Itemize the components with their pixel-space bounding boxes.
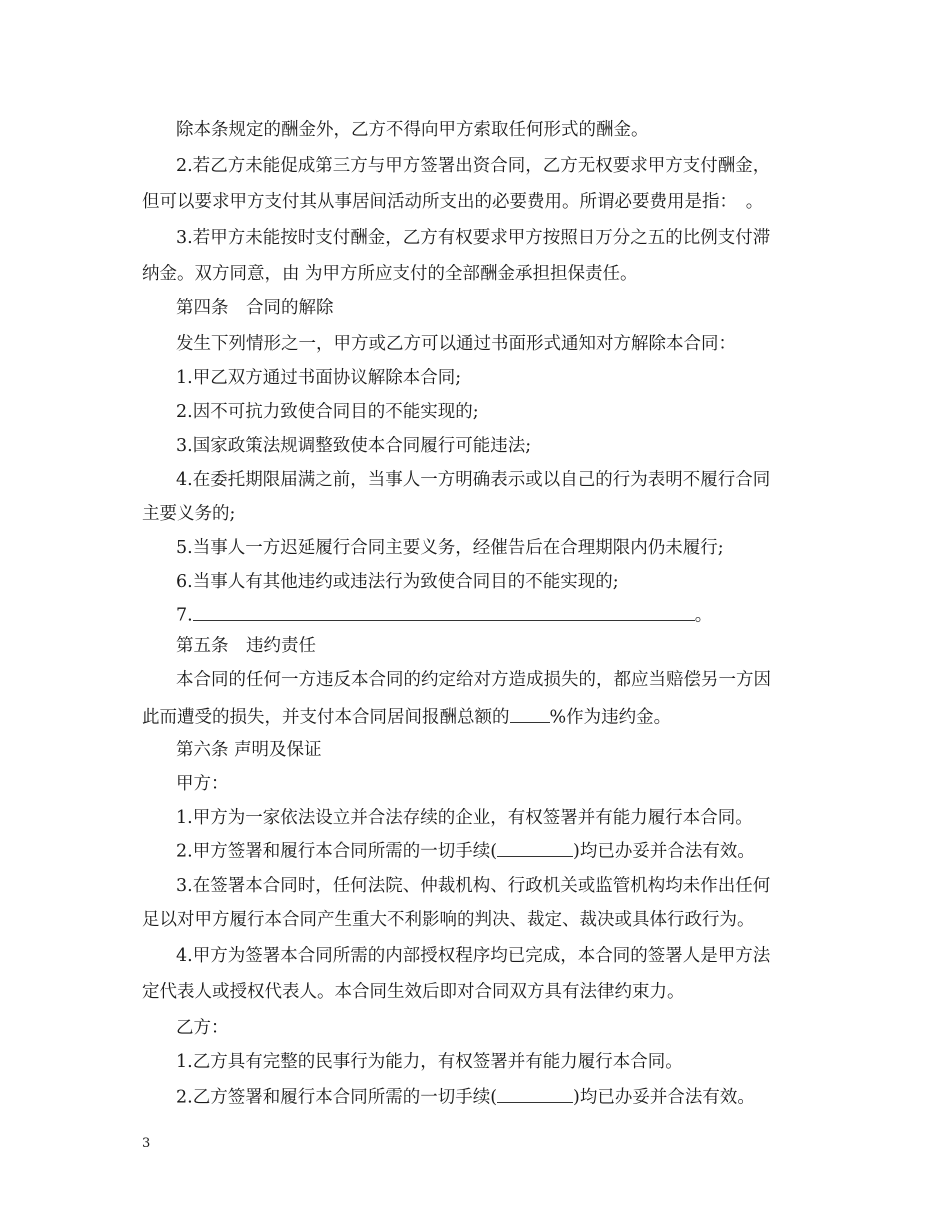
- section-heading-6: 第六条 声明及保证: [176, 740, 322, 760]
- item-number: 7.: [176, 605, 193, 626]
- text-segment: )均已办妥并合法有效。: [573, 841, 755, 862]
- paragraph-line: 但可以要求甲方支付其从事居间活动所支出的必要费用。所谓必要费用是指： 。: [142, 192, 764, 212]
- paragraph-line: 本合同的任何一方违反本合同的约定给对方造成损失的，都应当赔偿另一方因: [176, 670, 771, 690]
- text-segment: 此而遭受的损失，并支付本合同居间报酬总额的: [142, 707, 510, 728]
- paragraph-line: 纳金。双方同意，由 为甲方所应支付的全部酬金承担担保责任。: [142, 264, 638, 284]
- item-end: 。: [694, 605, 713, 626]
- list-item: 2.因不可抗力致使合同目的不能实现的;: [176, 402, 479, 422]
- text-segment: 2.乙方签署和履行本合同所需的一切手续(: [176, 1087, 498, 1108]
- paragraph-line: 3.若甲方未能按时支付酬金，乙方有权要求甲方按照日万分之五的比例支付滞: [176, 228, 771, 248]
- list-item: 4.在委托期限届满之前，当事人一方明确表示或以自己的行为表明不履行合同: [176, 470, 771, 490]
- party-heading-b: 乙方：: [176, 1018, 229, 1038]
- list-item-continuation: 定代表人或授权代表人。本合同生效后即对合同双方具有法律约束力。: [142, 982, 685, 1002]
- list-item-continuation: 主要义务的;: [142, 504, 236, 524]
- text-segment: %作为违约金。: [549, 707, 672, 728]
- paragraph-line: [142, 704, 671, 730]
- paragraph-line: 除本条规定的酬金外，乙方不得向甲方索取任何形式的酬金。: [176, 120, 649, 140]
- list-item-blank: [176, 1084, 755, 1110]
- list-item: 1.乙方具有完整的民事行为能力，有权签署并有能力履行本合同。: [176, 1052, 683, 1072]
- paragraph-line: 2.若乙方未能促成第三方与甲方签署出资合同，乙方无权要求甲方支付酬金，: [176, 156, 771, 176]
- fill-blank: [497, 1084, 573, 1103]
- section-heading-4: 第四条 合同的解除: [176, 298, 334, 318]
- fill-blank: [497, 838, 573, 857]
- fill-blank: [193, 602, 695, 621]
- list-item: 4.甲方为签署本合同所需的内部授权程序均已完成，本合同的签署人是甲方法: [176, 946, 771, 966]
- page-number: 3: [142, 1136, 151, 1151]
- text-segment: 2.甲方签署和履行本合同所需的一切手续(: [176, 841, 498, 862]
- list-item: 1.甲乙双方通过书面协议解除本合同;: [176, 368, 462, 388]
- paragraph-line: 发生下列情形之一，甲方或乙方可以通过书面形式通知对方解除本合同：: [176, 334, 736, 354]
- list-item-blank: [176, 838, 755, 864]
- party-heading-a: 甲方：: [176, 774, 229, 794]
- text-segment: )均已办妥并合法有效。: [573, 1087, 755, 1108]
- list-item: 3.国家政策法规调整致使本合同履行可能违法;: [176, 436, 532, 456]
- list-item: 5.当事人一方迟延履行合同主要义务，经催告后在合理期限内仍未履行;: [176, 538, 724, 558]
- list-item: 3.在签署本合同时，任何法院、仲裁机构、行政机关或监管机构均未作出任何: [176, 876, 771, 896]
- list-item: 6.当事人有其他违约或违法行为致使合同目的不能实现的;: [176, 572, 619, 592]
- list-item-blank: [176, 602, 712, 628]
- section-heading-5: 第五条 违约责任: [176, 636, 316, 656]
- list-item: 1.甲方为一家依法设立并合法存续的企业，有权签署并有能力履行本合同。: [176, 808, 753, 828]
- list-item-continuation: 足以对甲方履行本合同产生重大不利影响的判决、裁定、裁决或具体行政行为。: [142, 910, 755, 930]
- fill-blank: [510, 704, 550, 723]
